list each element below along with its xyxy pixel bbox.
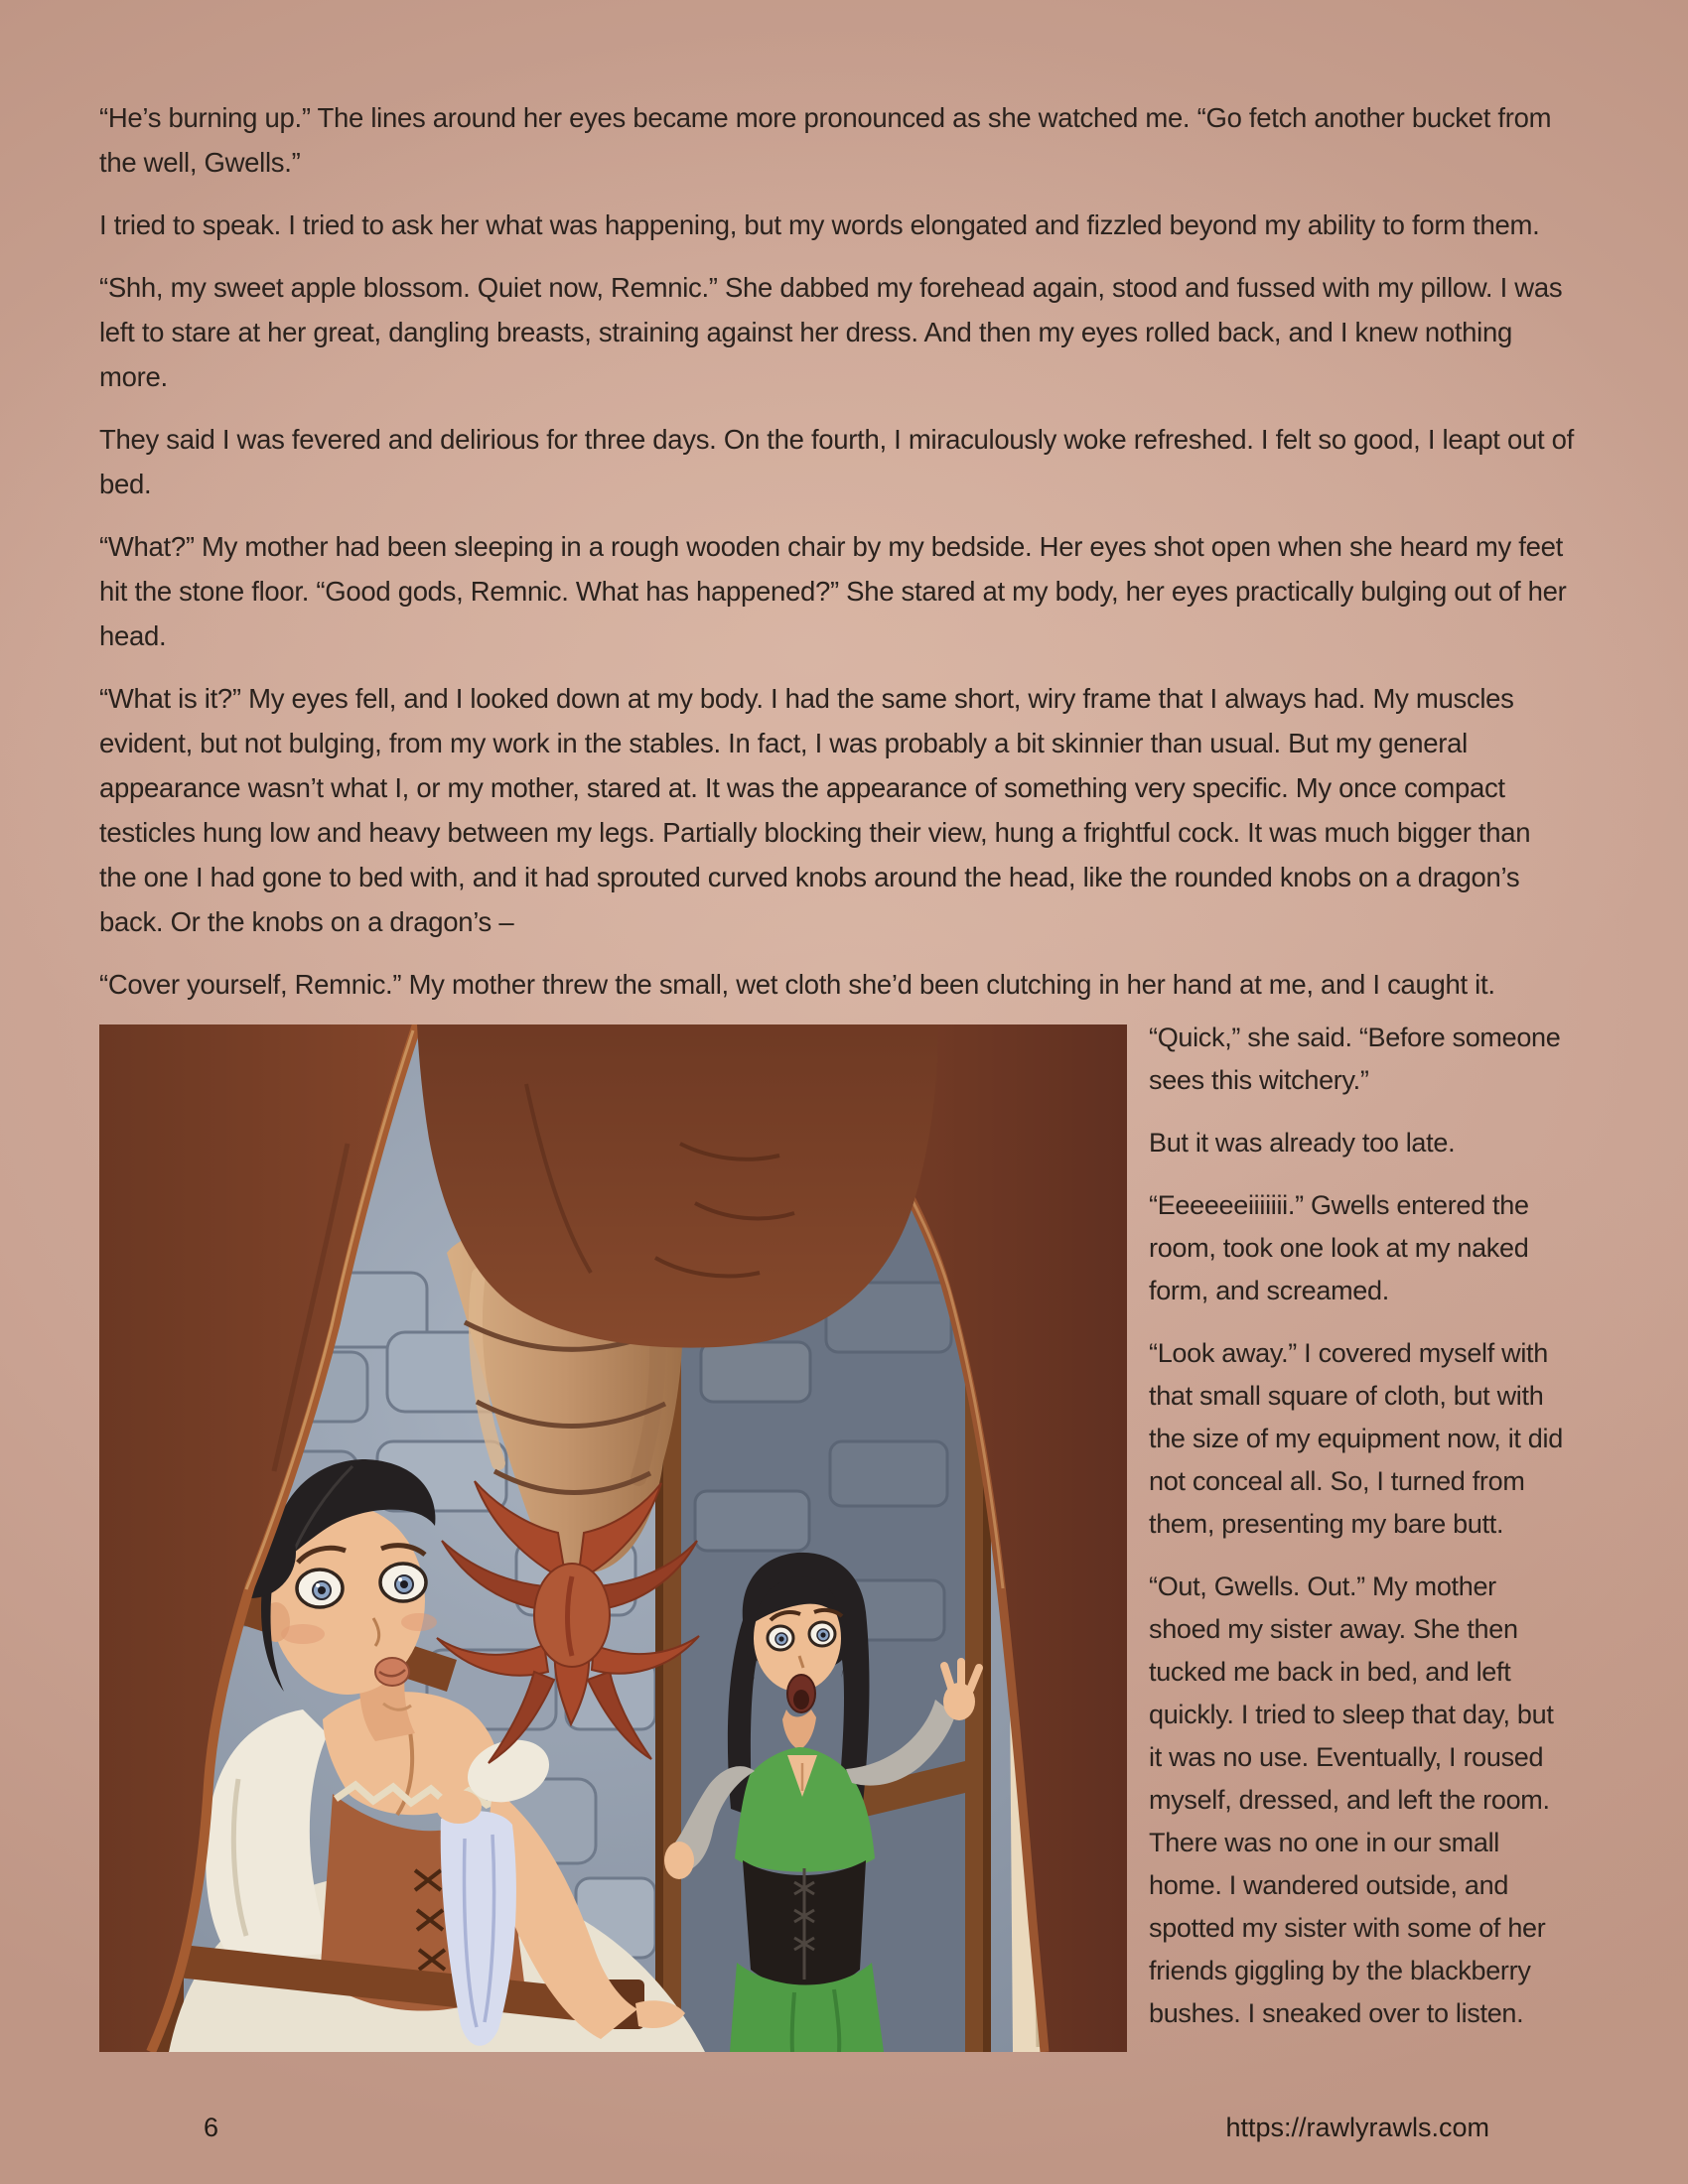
illustration-and-sidetext-row [99,1024,1574,2055]
page-number: 6 [204,2113,219,2142]
story-paragraph-3: “Shh, my sweet apple blossom. Quiet now, Remnic.” She dabbed my forehead again, stood and fussed with my pillow. I was left to stare at her great, dangling breasts, straining against her dress. And then my eyes rolled back, and I knew nothing more. [99,272,1563,392]
side-paragraph-2: But it was already too late. [1149,1128,1456,1158]
mother-hand-with-cloth [436,1790,482,1824]
story-paragraph-5: “What?” My mother had been sleeping in a rough wooden chair by my bedside. Her eyes shot open when she heard my feet hit the stone floor. “Good gods, Remnic. What has happened?” She stared at my body, her eyes practically bulging out of her head. [99,531,1567,651]
side-paragraph-1: “Quick,” she said. “Before someone sees this witchery.” [1149,1023,1561,1095]
sister-hand-left [664,1842,694,1879]
story-paragraph-4: They said I was fevered and delirious for three days. On the fourth, I miraculously woke refreshed. I felt so good, I leapt out of bed. [99,424,1574,499]
story-paragraph-6: “What is it?” My eyes fell, and I looked down at my body. I had the same short, wiry frame that I always had. My muscles evident, but not bulging, from my work in the stables. In fact, I was probably a bit skinnier than usual. But my general appearance wasn’t what I, or my mother, stared at. It was the appearance of something very specific. My once compact testicles hung low and heavy between my legs. Partially blocking their view, hung a frightful cock. It was much bigger than the one I had gone to bed with, and it had sprouted curved knobs around the head, like the rounded knobs on a dragon’s back. Or the knobs on a dragon’s – [99,683,1531,937]
story-paragraph-1: “He’s burning up.” The lines around her eyes became more pronounced as she watched me. “Go fetch another bucket from the well, Gwells.” [99,102,1552,178]
story-paragraph-2: I tried to speak. I tried to ask her what was happening, but my words elongated and fizzled beyond my ability to form them. [99,209,1540,240]
story-paragraph-7: “Cover yourself, Remnic.” My mother threw the small, wet cloth she’d been clutching in her hand at me, and I caught it. [99,969,1495,1000]
story-illustration [99,1024,1127,2052]
side-paragraph-4: “Look away.” I covered myself with that small square of cloth, but with the size of my equipment now, it did not conceal all. So, I turned from them, presenting my bare butt. [1149,1338,1563,1539]
site-url-link[interactable]: https://rawlyrawls.com [1225,2113,1489,2142]
story-text [99,95,1574,2055]
story-illustration-art [99,1024,1127,2052]
side-text-column [1149,1017,1571,2055]
side-paragraph-3: “Eeeeeeiiiiiii.” Gwells entered the room, took one look at my naked form, and screamed. [1149,1190,1529,1305]
side-paragraph-5: “Out, Gwells. Out.” My mother shoed my sister away. She then tucked me back in bed, and left quickly. I tried to sleep that day, but it was no use. Eventually, I roused myself, dressed, and left the room. There was no one in our small home. I wandered outside, and spotted my sister with some of her friends giggling by the blackberry bushes. I sneaked over to listen. [1149,1571,1554,2028]
